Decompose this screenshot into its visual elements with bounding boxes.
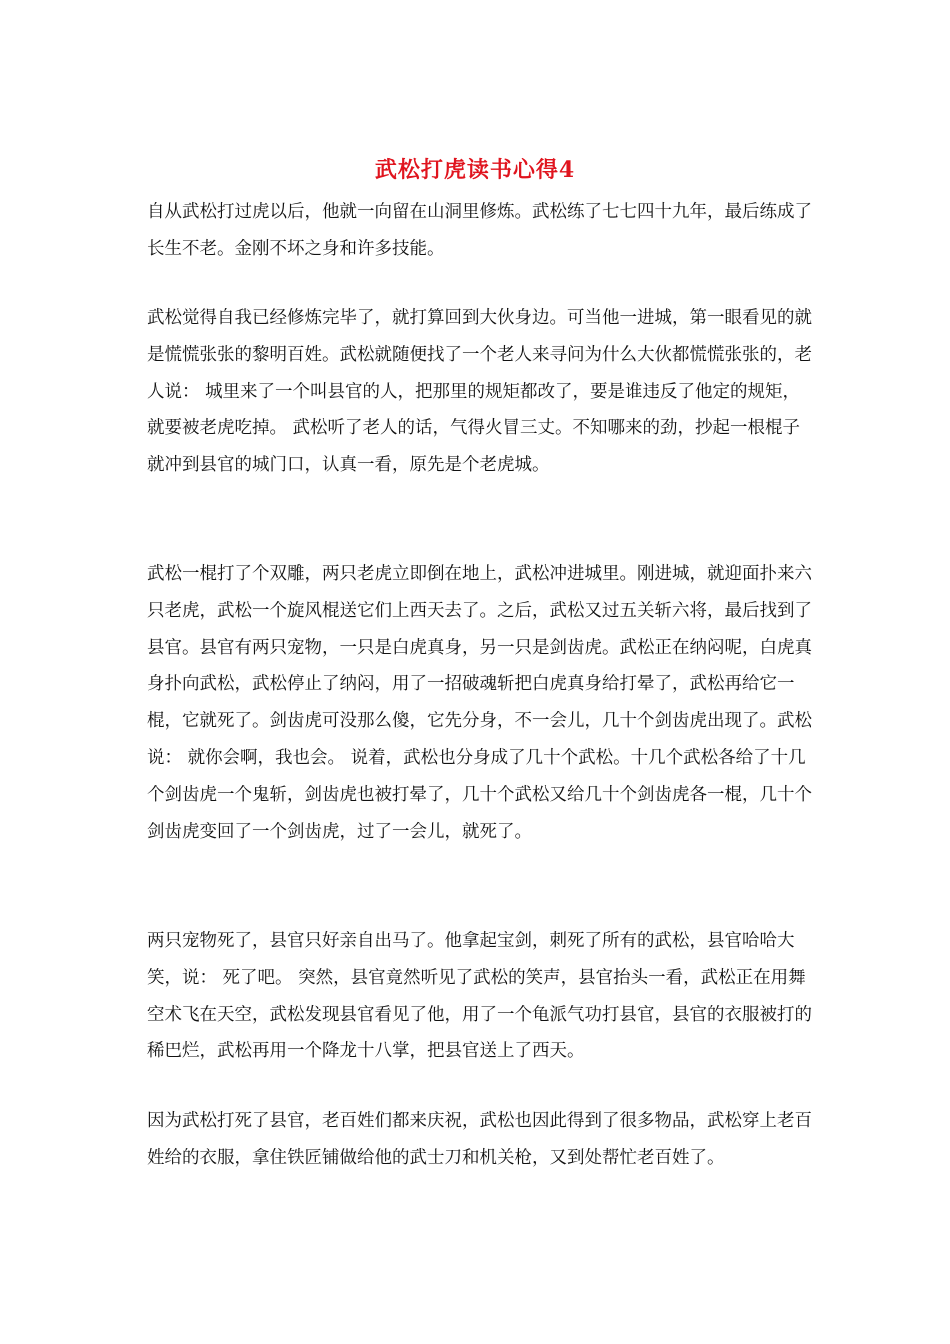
- paragraph-4: 两只宠物死了，县官只好亲自出马了。他拿起宝剑，刺死了所有的武松，县官哈哈大笑，说： 死了吧。 突然，县官竟然听见了武松的笑声，县官抬头一看，武松正在用舞空术飞在天空，武松发现县官看见了他，用了一个龟派气功打县官，县官的衣服被打的稀巴烂，武松再用一个降龙十八掌，把县官送上了西天。: [147, 931, 812, 1062]
- paragraph-5: 因为武松打死了县官，老百姓们都来庆祝，武松也因此得到了很多物品，武松穿上老百姓给的衣服，拿住铁匠铺做给他的武士刀和机关枪，又到处帮忙老百姓了。: [147, 1111, 812, 1168]
- document-title: 武松打虎读书心得4: [374, 157, 576, 183]
- paragraph-3: 武松一棍打了个双雕，两只老虎立即倒在地上，武松冲进城里。刚进城，就迎面扑来六只老虎，武松一个旋风棍送它们上西天去了。之后，武松又过五关斩六将，最后找到了县官。县官有两只宠物，一只是白虎真身，另一只是剑齿虎。武松正在纳闷呢，白虎真身扑向武松，武松停止了纳闷，用了一招破魂斩把白虎真身给打晕了，武松再给它一棍，它就死了。剑齿虎可没那么傻，它先分身，不一会儿，几十个剑齿虎出现了。武松说： 就你会啊，我也会。 说着，武松也分身成了几十个武松。十几个武松各给了十几个剑齿虎一个鬼斩，剑齿虎也被打晕了，几十个武松又给几十个剑齿虎各一棍，几十个剑齿虎变回了一个剑齿虎，过了一会儿，就死了。: [147, 564, 812, 842]
- paragraph-2: 武松觉得自我已经修炼完毕了，就打算回到大伙身边。可当他一进城，第一眼看见的就是慌慌张张的黎明百姓。武松就随便找了一个老人来寻问为什么大伙都慌慌张张的，老人说： 城里来了一个叫县官的人，把那里的规矩都改了，要是谁违反了他定的规矩，就要被老虎吃掉。 武松听了老人的话，气得火冒三丈。不知哪来的劲，抄起一根棍子就冲到县官的城门口，认真一看，原先是个老虎城。: [147, 308, 812, 476]
- paragraph-1: 自从武松打过虎以后，他就一向留在山洞里修炼。武松练了七七四十九年，最后练成了长生不老。金刚不坏之身和许多技能。: [147, 202, 812, 259]
